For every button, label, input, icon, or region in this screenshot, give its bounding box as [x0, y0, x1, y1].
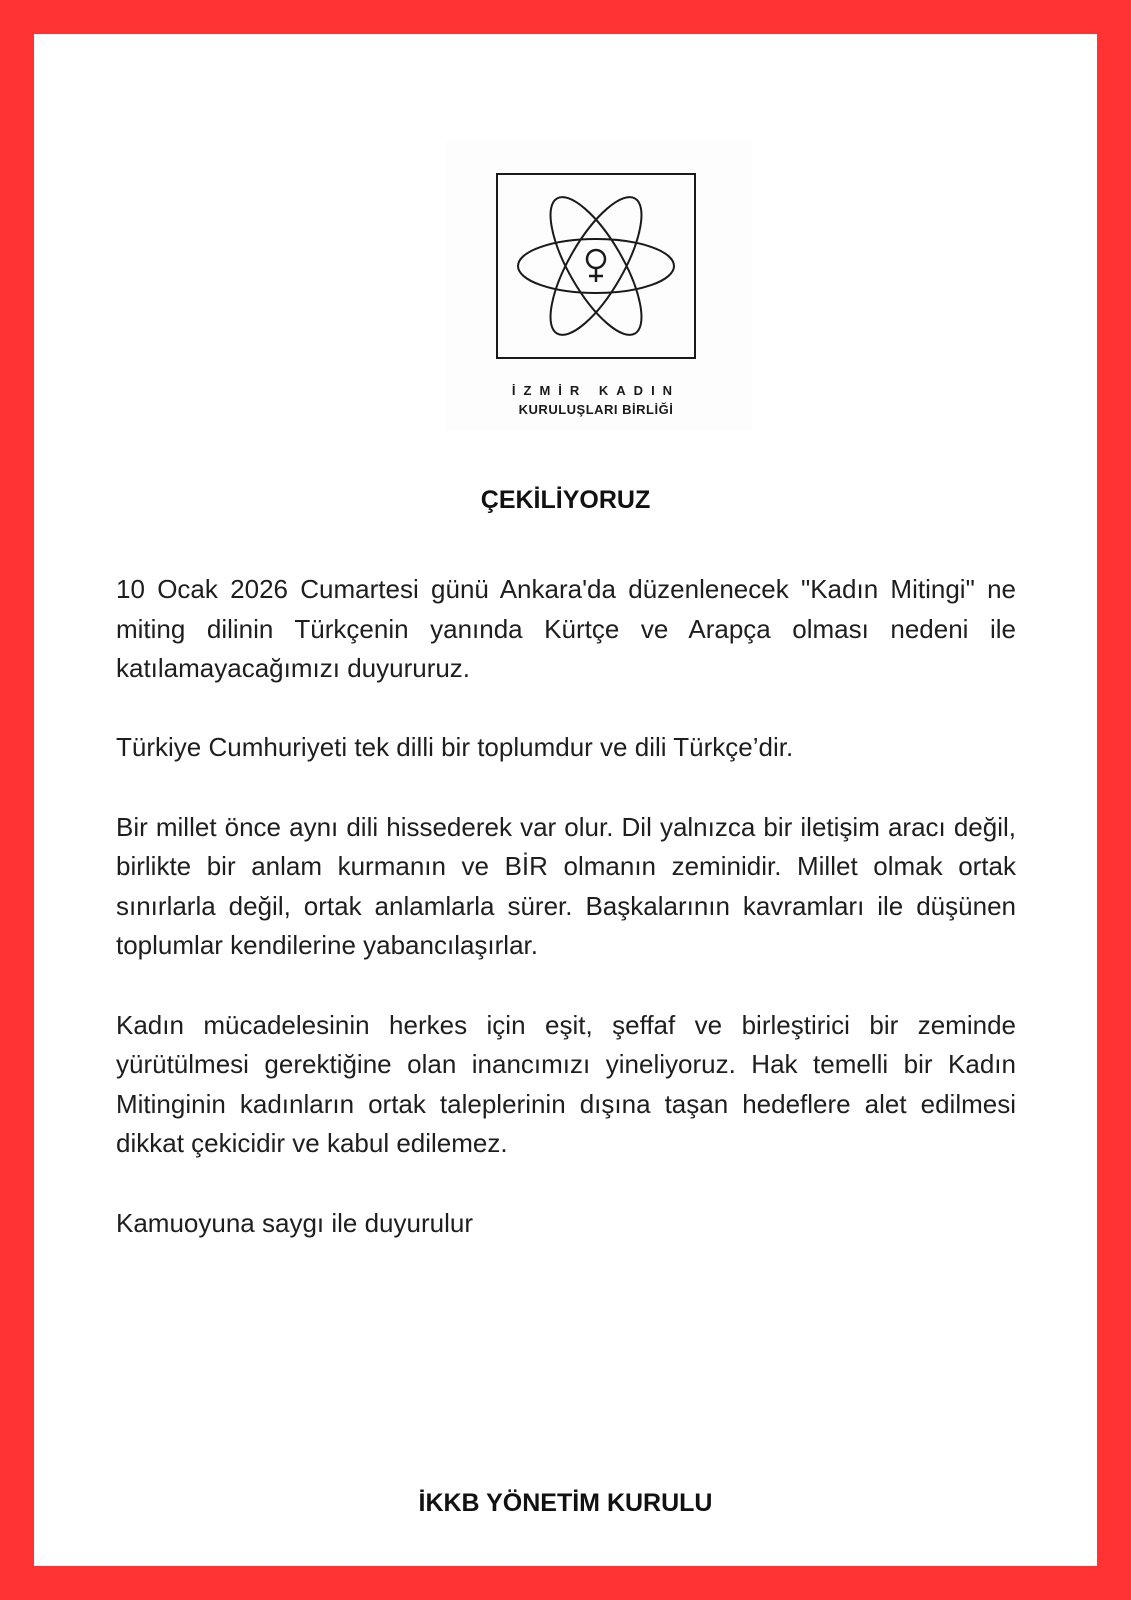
orbit-diagonal-left — [534, 185, 659, 347]
organization-logo — [446, 139, 752, 431]
orbit-horizontal — [518, 239, 674, 293]
orbit-diagonal-right — [534, 185, 659, 347]
logo-frame — [496, 173, 696, 359]
atom-female-symbol-icon — [498, 175, 694, 357]
paragraph-nation: Bir millet önce aynı dili hissederek var olur. Dil yalnızca bir iletişim aracı değil, birlikte bir anlam kurmanın ve BİR olmanın zeminidir. Millet olmak ortak sınırlarla değil, ortak anlamlarla sürer. Başkalarının kavramları ile düşünen toplumlar kendilerine yabancılaşırlar. — [116, 811, 1016, 961]
org-name-line2: KURULUŞLARI BİRLİĞİ — [518, 402, 674, 417]
document-page — [34, 34, 1097, 1566]
paragraph-struggle: Kadın mücadelesinin herkes için eşit, şeffaf ve birleştirici bir zeminde yürütülmesi gerektiğine olan inancımızı yineliyoruz. Hak temelli bir Kadın Mitinginin kadınların ortak taleplerinin dışına taşan hedeflere alet edilmesi dikkat çekicidir ve kabul edilemez. — [116, 1009, 1016, 1159]
paragraph-language: Türkiye Cumhuriyeti tek dilli bir toplumdur ve dili Türkçe’dir. — [116, 732, 794, 763]
female-symbol-circle — [587, 250, 605, 268]
paragraph-closing: Kamuoyuna saygı ile duyurulur — [116, 1207, 473, 1238]
org-name-line1: İZMİR KADIN — [511, 383, 681, 398]
document-title: ÇEKİLİYORUZ — [480, 486, 651, 514]
signature: İKKB YÖNETİM KURULU — [418, 1489, 713, 1517]
document-body — [116, 570, 1016, 1283]
paragraph-announcement: 10 Ocak 2026 Cumartesi günü Ankara'da düzenlenecek "Kadın Mitingi" ne miting dilinin Türkçenin yanında Kürtçe ve Arapça olması nedeni ile katılamayacağımızı duyururuz. — [116, 574, 1016, 684]
